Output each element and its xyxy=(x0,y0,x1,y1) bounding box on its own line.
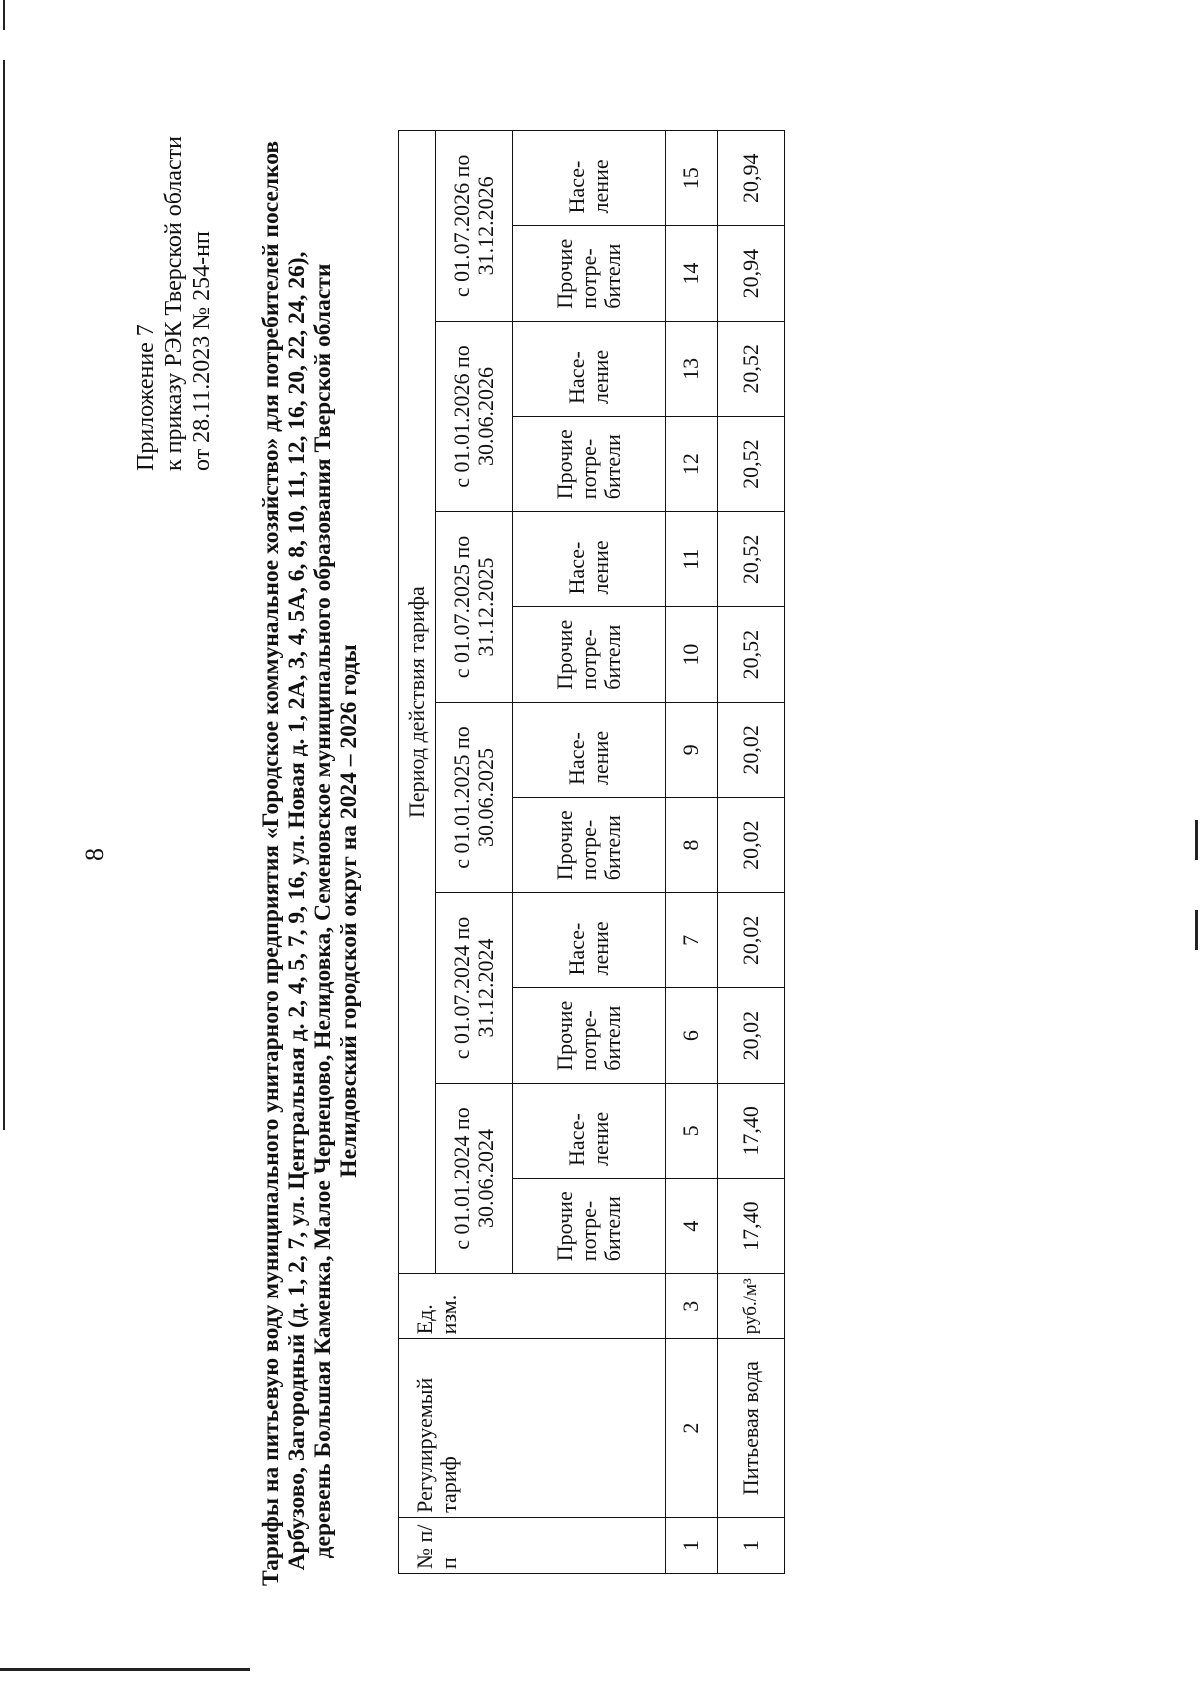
tariff-value: 17,40 xyxy=(718,1178,785,1273)
tariff-value: 20,02 xyxy=(718,893,785,988)
title-line-4: Нелидовский городской округ на 2024 – 2026 годы xyxy=(336,644,362,1178)
column-number: 15 xyxy=(665,131,718,226)
tariff-table xyxy=(398,130,785,1574)
appendix-block xyxy=(132,136,216,471)
column-number: 5 xyxy=(665,1083,718,1178)
consumer-population-header: Насе-ление xyxy=(512,702,665,797)
column-number: 3 xyxy=(665,1274,718,1339)
column-number: 11 xyxy=(665,512,718,607)
consumer-other-header: Прочие потре-бители xyxy=(512,1178,665,1273)
tariff-value: 20,52 xyxy=(718,416,785,511)
page-number: 8 xyxy=(80,848,109,861)
column-number: 6 xyxy=(665,988,718,1083)
title-line-3: деревень Большая Каменка, Малое Чернецово, Нелидовка, Семеновское муниципального образования Тверской области xyxy=(310,263,336,1559)
title-line-2: Арбузово, Загородный (д. 1, 2, 7, ул. Центральная д. 2, 4, 5, 7, 9, 16, ул. Новая д. 1, 2А, 3, 4, 5А, 6, 8, 10, 11, 12, 16, 20, 22, 24, 26), xyxy=(284,251,310,1571)
period-header: Период действия тарифа xyxy=(399,131,436,1274)
consumer-other-header: Прочие потре-бители xyxy=(512,797,665,892)
consumer-population-header: Насе-ление xyxy=(512,893,665,988)
appendix-line-1: Приложение 7 xyxy=(133,324,159,471)
table-row xyxy=(718,131,785,1574)
row-unit: руб./м³ xyxy=(718,1274,785,1339)
tariff-value: 20,94 xyxy=(718,131,785,226)
column-number-row xyxy=(665,131,718,1574)
period-header-5: с 01.01.2026 по 30.06.2026 xyxy=(436,321,512,512)
tariff-value: 17,40 xyxy=(718,1083,785,1178)
tariff-value: 20,52 xyxy=(718,512,785,607)
consumer-population-header: Насе-ление xyxy=(512,512,665,607)
row-number: 1 xyxy=(718,1517,785,1573)
consumer-other-header: Прочие потре-бители xyxy=(512,988,665,1083)
col-tariff-header: Регулируемый тариф xyxy=(399,1339,666,1517)
column-number: 9 xyxy=(665,702,718,797)
period-header-2: с 01.07.2024 по 31.12.2024 xyxy=(436,893,512,1084)
consumer-population-header: Насе-ление xyxy=(512,131,665,226)
consumer-other-header: Прочие потре-бители xyxy=(512,416,665,511)
col-num-header: № п/п xyxy=(399,1517,666,1573)
consumer-population-header: Насе-ление xyxy=(512,321,665,416)
column-number: 10 xyxy=(665,607,718,702)
tariff-value: 20,02 xyxy=(718,702,785,797)
tariff-value: 20,02 xyxy=(718,797,785,892)
title-line-1: Тарифы на питьевую воду муниципального унитарного предприятия «Городское коммунальное хозяйство» для потребителей поселков xyxy=(258,140,284,1586)
tariff-value: 20,02 xyxy=(718,988,785,1083)
tariff-value: 20,94 xyxy=(718,226,785,321)
tariff-value: 20,52 xyxy=(718,607,785,702)
document-title xyxy=(258,140,362,1586)
col-unit-header: Ед. изм. xyxy=(399,1274,666,1339)
period-header-6: с 01.07.2026 по 31.12.2026 xyxy=(436,131,512,322)
appendix-line-2: к приказу РЭК Тверской области xyxy=(161,136,187,471)
column-number: 7 xyxy=(665,893,718,988)
tariff-value: 20,52 xyxy=(718,321,785,416)
period-header-3: с 01.01.2025 по 30.06.2025 xyxy=(436,702,512,893)
column-number: 1 xyxy=(665,1517,718,1573)
column-number: 2 xyxy=(665,1339,718,1517)
column-number: 4 xyxy=(665,1178,718,1273)
column-number: 14 xyxy=(665,226,718,321)
consumer-other-header: Прочие потре-бители xyxy=(512,607,665,702)
period-header-4: с 01.07.2025 по 31.12.2025 xyxy=(436,512,512,703)
row-tariff-name: Питьевая вода xyxy=(718,1339,785,1517)
consumer-population-header: Насе-ление xyxy=(512,1083,665,1178)
column-number: 13 xyxy=(665,321,718,416)
period-header-1: с 01.01.2024 по 30.06.2024 xyxy=(436,1083,512,1274)
appendix-line-3: от 28.11.2023 № 254-нп xyxy=(189,231,215,471)
consumer-other-header: Прочие потре-бители xyxy=(512,226,665,321)
column-number: 8 xyxy=(665,797,718,892)
column-number: 12 xyxy=(665,416,718,511)
